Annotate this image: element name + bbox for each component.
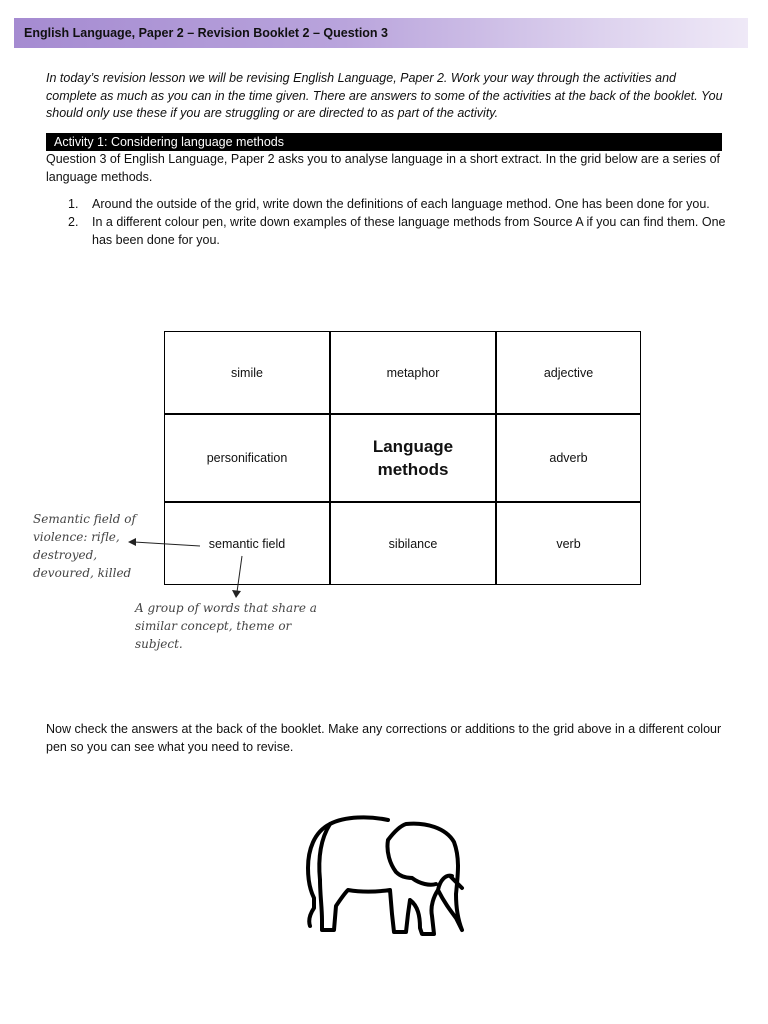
instruction-item bbox=[46, 195, 726, 213]
language-methods-grid bbox=[164, 331, 641, 585]
activity-title: Activity 1: Considering language methods bbox=[54, 135, 284, 149]
grid-cell-center-title: Language methods bbox=[330, 414, 496, 502]
grid-cell-adverb: adverb bbox=[496, 414, 641, 502]
instruction-list bbox=[46, 195, 726, 249]
activity-heading bbox=[46, 133, 722, 151]
grid-cell-semantic-field: semantic field bbox=[164, 502, 330, 585]
page-header bbox=[14, 18, 748, 48]
instruction-item bbox=[46, 213, 726, 249]
instruction-number: 1. bbox=[68, 197, 79, 211]
activity-description: Question 3 of English Language, Paper 2 asks you to analyse language in a short extract. In the grid below are a series of language methods. bbox=[46, 152, 721, 184]
grid-cell-adjective: adjective bbox=[496, 331, 641, 414]
elephant-icon bbox=[300, 810, 470, 945]
grid-cell-metaphor: metaphor bbox=[330, 331, 496, 414]
instruction-number: 2. bbox=[68, 215, 79, 229]
intro-text: In today’s revision lesson we will be revising English Language, Paper 2. Work your way through the activities and complete as much as you can in the time given. There are answers to some of the activities at the back of the booklet. You should only use these if you are struggling or are directed to as part of the activity. bbox=[46, 71, 723, 120]
page-title: English Language, Paper 2 – Revision Booklet 2 – Question 3 bbox=[24, 26, 388, 40]
instruction-text: In a different colour pen, write down examples of these language methods from Source A if you can find them. One has been done for you. bbox=[92, 215, 726, 247]
instruction-text: Around the outside of the grid, write down the definitions of each language method. One has been done for you. bbox=[92, 197, 710, 211]
example-annotation: Semantic field of violence: rifle, destroyed, devoured, killed bbox=[33, 512, 136, 580]
definition-annotation: A group of words that share a similar concept, theme or subject. bbox=[135, 601, 317, 651]
grid-cell-verb: verb bbox=[496, 502, 641, 585]
closing-text: Now check the answers at the back of the booklet. Make any corrections or additions to the grid above in a different colour pen so you can see what you need to revise. bbox=[46, 722, 722, 754]
grid-cell-sibilance: sibilance bbox=[330, 502, 496, 585]
grid-cell-personification: personification bbox=[164, 414, 330, 502]
grid-cell-simile: simile bbox=[164, 331, 330, 414]
